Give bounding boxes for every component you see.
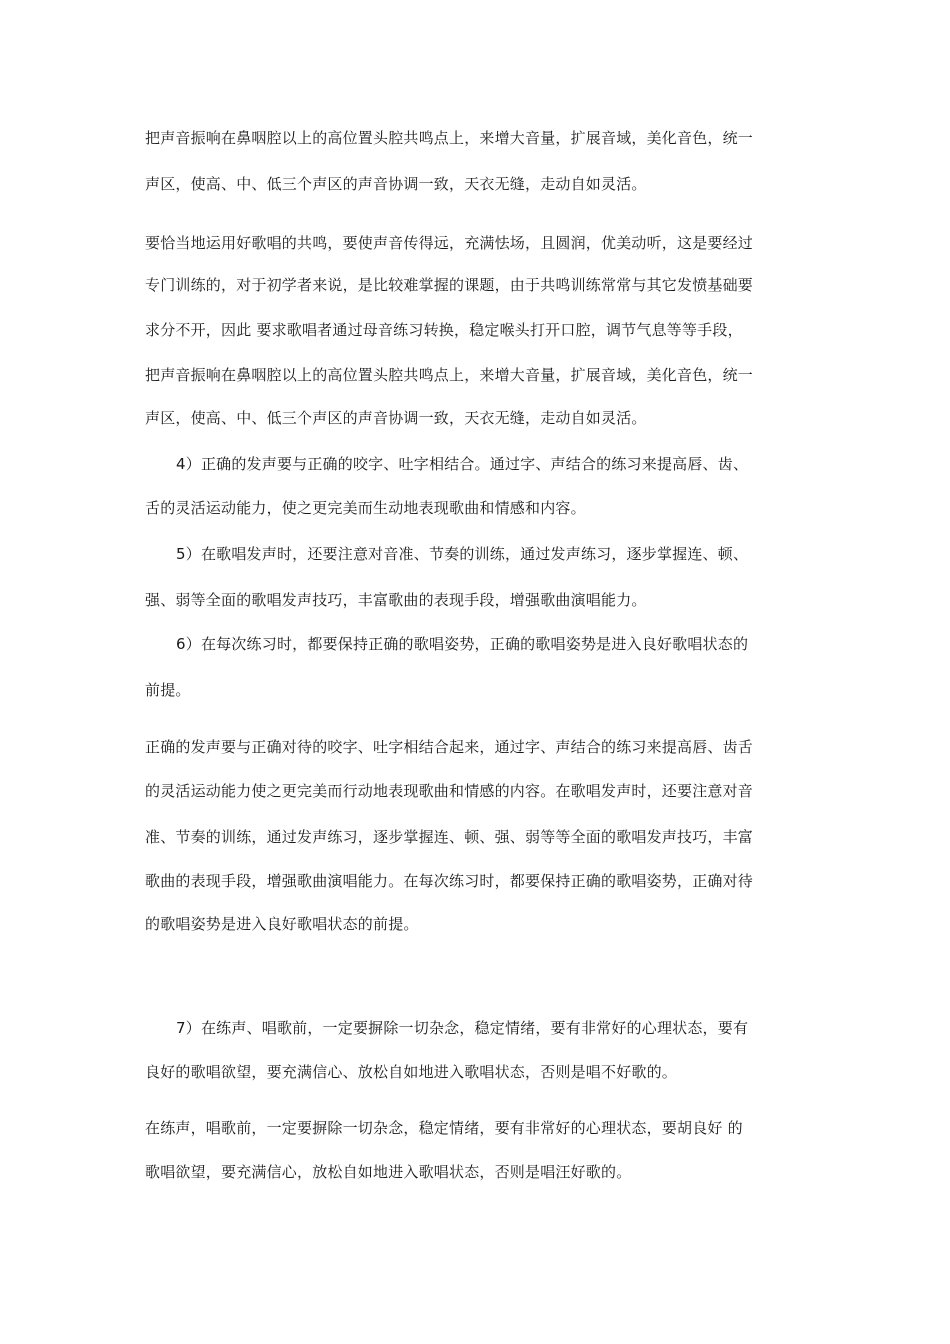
text-line: 把声音振响在鼻咽腔以上的高位置头腔共鸣点上，来增大音量，扩展音域，美化音色，统一 [145, 366, 754, 384]
text-line: 歌曲的表现手段，增强歌曲演唱能力。在每次练习时，都要保持正确的歌唱姿势，正确对待 [145, 872, 754, 890]
text-line: 7）在练声、唱歌前，一定要摒除一切杂念，稳定情绪，要有非常好的心理状态，要有 [176, 1019, 749, 1037]
text-line: 的歌唱姿势是进入良好歌唱状态的前提。 [145, 915, 419, 933]
text-line: 准、节奏的训练，通过发声练习，逐步掌握连、顿、强、弱等等全面的歌唱发声技巧，丰富 [145, 828, 754, 846]
text-line: 要恰当地运用好歌唱的共鸣，要使声音传得远，充满怯场，且圆润，优美动听，这是要经过 [145, 234, 754, 252]
text-line: 歌唱欲望，要充满信心，放松自如地进入歌唱状态，否则是唱汪好歌的。 [145, 1163, 632, 1181]
text-line: 4）正确的发声要与正确的咬字、吐字相结合。通过字、声结合的练习来提高唇、齿、 [176, 455, 749, 473]
text-line: 6）在每次练习时，都要保持正确的歌唱姿势，正确的歌唱姿势是进入良好歌唱状态的 [176, 635, 749, 653]
text-line: 声区，使高、中、低三个声区的声音协调一致，天衣无缝，走动自如灵活。 [145, 409, 647, 427]
text-line: 5）在歌唱发声时，还要注意对音准、节奏的训练，通过发声练习，逐步掌握连、顿、 [176, 545, 749, 563]
text-line: 的灵活运动能力使之更完美而行动地表现歌曲和情感的内容。在歌唱发声时，还要注意对音 [145, 782, 754, 800]
text-line: 求分不开，因此 要求歌唱者通过母音练习转换，稳定喉头打开口腔，调节气息等等手段， [145, 321, 743, 339]
text-line: 把声音振响在鼻咽腔以上的高位置头腔共鸣点上，来增大音量，扩展音域，美化音色，统一 [145, 129, 754, 147]
text-line: 声区，使高、中、低三个声区的声音协调一致，天衣无缝，走动自如灵活。 [145, 175, 647, 193]
text-line: 正确的发声要与正确对待的咬字、吐字相结合起来，通过字、声结合的练习来提高唇、齿舌 [145, 738, 754, 756]
text-line: 舌的灵活运动能力，使之更完美而生动地表现歌曲和情感和内容。 [145, 499, 586, 517]
text-line: 良好的歌唱欲望，要充满信心、放松自如地进入歌唱状态，否则是唱不好歌的。 [145, 1063, 678, 1081]
text-line: 专门训练的，对于初学者来说，是比较难掌握的课题，由于共鸣训练常常与其它发愤基础要 [145, 276, 754, 294]
text-line: 强、弱等全面的歌唱发声技巧，丰富歌曲的表现手段，增强歌曲演唱能力。 [145, 591, 647, 609]
text-line: 在练声，唱歌前，一定要摒除一切杂念，稳定情绪，要有非常好的心理状态，要胡良好 的 [145, 1119, 743, 1137]
text-line: 前提。 [145, 681, 191, 699]
